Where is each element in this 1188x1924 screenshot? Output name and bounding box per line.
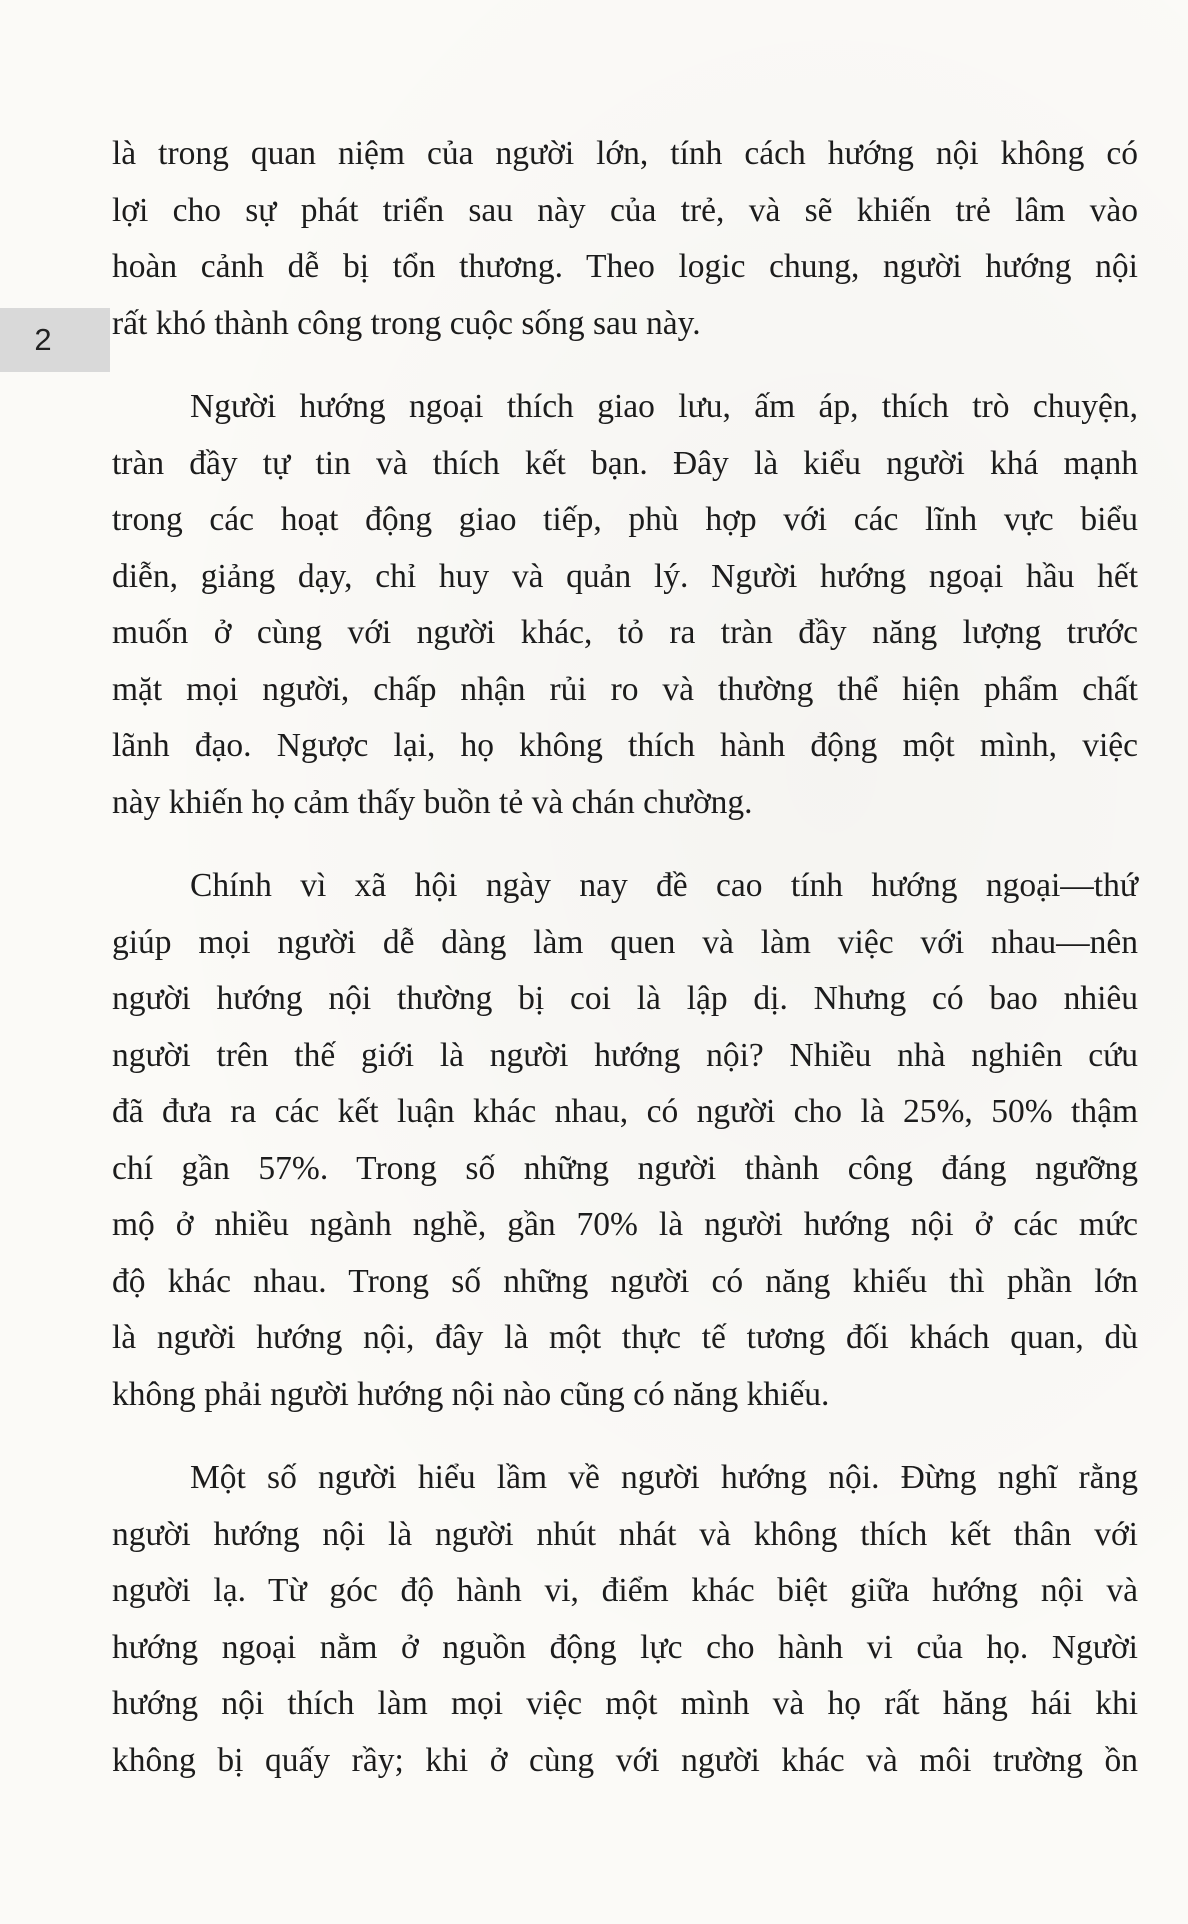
text-line: mặt mọi người, chấp nhận rủi ro và thường thể hiện phẩm chất [112, 670, 1138, 708]
text-line: người lạ. Từ góc độ hành vi, điểm khác biệt giữa hướng nội và [112, 1572, 1138, 1609]
text-line: người hướng nội thường bị coi là lập dị. Nhưng có bao nhiêu [112, 980, 1138, 1017]
text-line: là trong quan niệm của người lớn, tính cách hướng nội không có [112, 135, 1138, 172]
text-line: người trên thế giới là người hướng nội? Nhiều nhà nghiên cứu [112, 1036, 1138, 1074]
text-line: lãnh đạo. Ngược lại, họ không thích hành động một mình, việc [112, 727, 1138, 764]
text-line: độ khác nhau. Trong số những người có năng khiếu thì phần lớn [112, 1262, 1138, 1300]
body-text [112, 126, 1138, 1816]
paragraph-3 [112, 858, 1138, 1423]
text-line: không bị quấy rầy; khi ở cùng với người khác và môi trường ồn [112, 1741, 1138, 1779]
text-line: hướng nội thích làm mọi việc một mình và họ rất hăng hái khi [112, 1685, 1138, 1722]
text-line: không phải người hướng nội nào cũng có năng khiếu. [112, 1375, 830, 1413]
text-line: hướng ngoại nằm ở nguồn động lực cho hành vi của họ. Người [112, 1628, 1138, 1666]
text-line: Chính vì xã hội ngày nay đề cao tính hướng ngoại—thứ [190, 867, 1138, 904]
text-line: giúp mọi người dễ dàng làm quen và làm việc với nhau—nên [112, 923, 1138, 961]
text-line: tràn đầy tự tin và thích kết bạn. Đây là kiểu người khá mạnh [112, 444, 1138, 482]
text-line: đã đưa ra các kết luận khác nhau, có người cho là 25%, 50% thậm [112, 1093, 1138, 1130]
page-number: 2 [34, 322, 52, 357]
text-line: này khiến họ cảm thấy buồn tẻ và chán chường. [112, 783, 753, 821]
text-line: người hướng nội là người nhút nhát và không thích kết thân với [112, 1515, 1138, 1553]
text-line: lợi cho sự phát triển sau này của trẻ, và sẽ khiến trẻ lâm vào [112, 191, 1138, 229]
paragraph-2 [112, 379, 1138, 831]
text-line: chí gần 57%. Trong số những người thành công đáng ngưỡng [112, 1149, 1138, 1187]
page-number-tab [0, 308, 110, 372]
text-line: rất khó thành công trong cuộc sống sau này. [112, 304, 701, 342]
paragraph-1 [112, 126, 1138, 352]
text-line: hoàn cảnh dễ bị tổn thương. Theo logic chung, người hướng nội [112, 248, 1138, 285]
text-line: là người hướng nội, đây là một thực tế tương đối khách quan, dù [112, 1319, 1138, 1356]
text-line: Người hướng ngoại thích giao lưu, ấm áp, thích trò chuyện, [190, 388, 1138, 425]
paragraph-4 [112, 1450, 1138, 1789]
text-line: diễn, giảng dạy, chỉ huy và quản lý. Người hướng ngoại hầu hết [112, 557, 1138, 595]
text-line: mộ ở nhiều ngành nghề, gần 70% là người hướng nội ở các mức [112, 1206, 1138, 1243]
text-line: Một số người hiểu lầm về người hướng nội. Đừng nghĩ rằng [190, 1459, 1138, 1496]
text-line: muốn ở cùng với người khác, tỏ ra tràn đầy năng lượng trước [112, 614, 1138, 651]
text-line: trong các hoạt động giao tiếp, phù hợp với các lĩnh vực biểu [112, 501, 1138, 538]
